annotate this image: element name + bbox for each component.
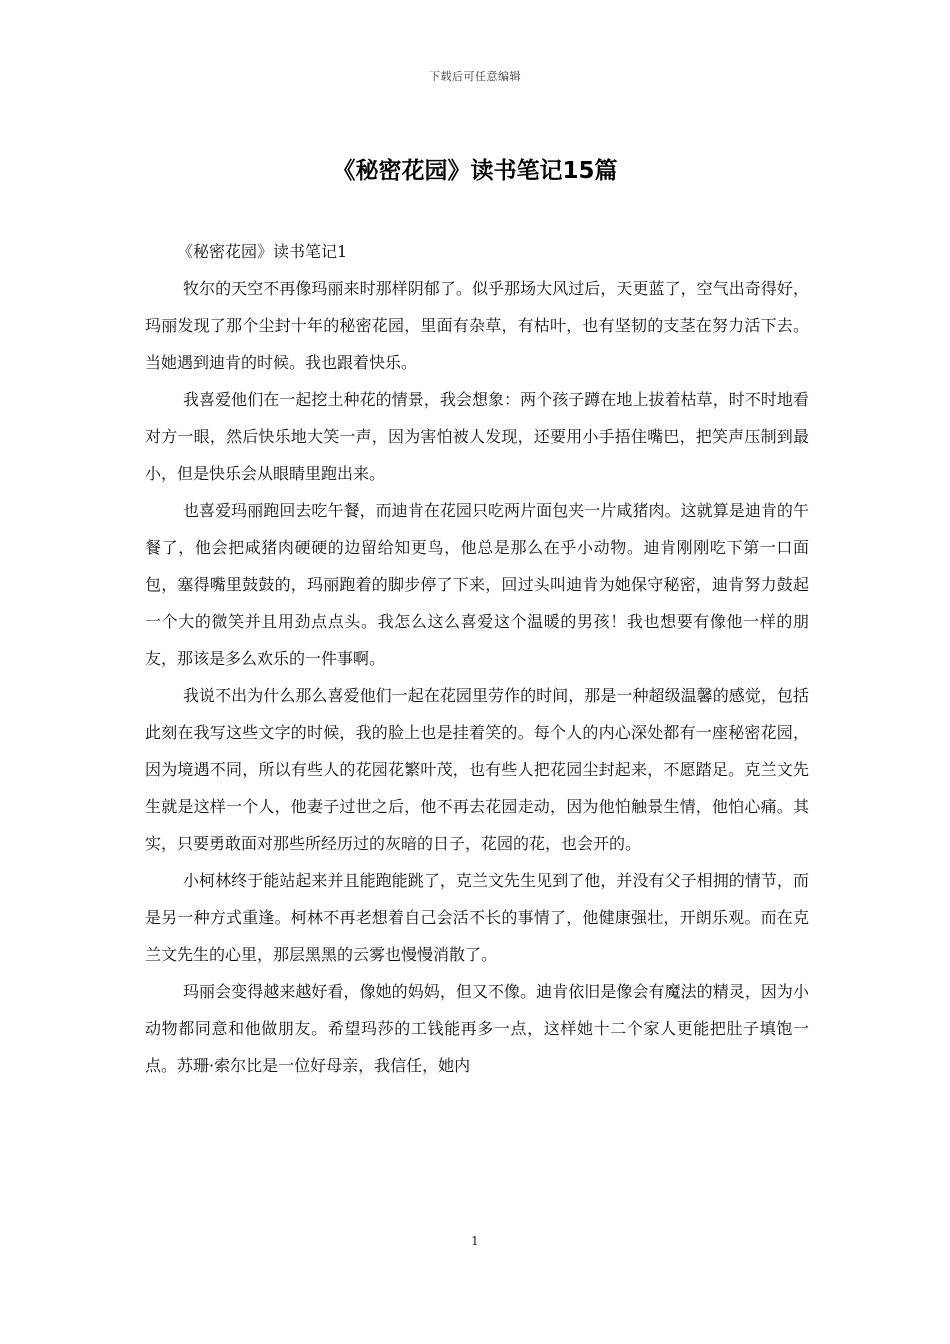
paragraph-2: 我喜爱他们在一起挖土种花的情景，我会想象：两个孩子蹲在地上拔着枯草，时不时地看对方一眼，然后快乐地大笑一声，因为害怕被人发现，还要用小手捂住嘴巴，把笑声压制到最小，但是快乐会从眼睛里跑出来。	[145, 390, 809, 483]
page-header: 下载后可任意编辑	[429, 70, 521, 83]
section-subheading: 《秘密花园》读书笔记1	[177, 242, 348, 261]
paragraph-5: 小柯林终于能站起来并且能跑能跳了，克兰文先生见到了他，并没有父子相拥的情节，而是另一种方式重逢。柯林不再老想着自己会活不长的事情了，他健康强壮，开朗乐观。而在克兰文先生的心里，那层黑黑的云雾也慢慢消散了。	[145, 871, 809, 964]
paragraph-6: 玛丽会变得越来越好看，像她的妈妈，但又不像。迪肯依旧是像会有魔法的精灵，因为小动物都同意和他做朋友。希望玛莎的工钱能再多一点，这样她十二个家人更能把肚子填饱一点。苏珊·索尔比是一位好母亲，我信任，她内	[145, 982, 809, 1075]
paragraph-4: 我说不出为什么那么喜爱他们一起在花园里劳作的时间，那是一种超级温馨的感觉，包括此刻在我写这些文字的时候，我的脸上也是挂着笑的。每个人的内心深处都有一座秘密花园，因为境遇不同，所以有些人的花园花繁叶茂，也有些人把花园尘封起来，不愿踏足。克兰文先生就是这样一个人，他妻子过世之后，他不再去花园走动，因为他怕触景生情，他怕心痛。其实，只要勇敢面对那些所经历过的灰暗的日子，花园的花，也会开的。	[145, 686, 809, 853]
paragraph-3: 也喜爱玛丽跑回去吃午餐，而迪肯在花园只吃两片面包夹一片咸猪肉。这就算是迪肯的午餐了，他会把咸猪肉硬硬的边留给知更鸟，他总是那么在乎小动物。迪肯刚刚吃下第一口面包，塞得嘴里鼓鼓的，玛丽跑着的脚步停了下来，回过头叫迪肯为她保守秘密，迪肯努力鼓起一个大的微笑并且用劲点点头。我怎么这么喜爱这个温暖的男孩！我也想要有像他一样的朋友，那该是多么欢乐的一件事啊。	[145, 501, 809, 668]
document-body	[145, 234, 809, 1084]
document-title: 《秘密花园》读书笔记15篇	[332, 158, 618, 184]
page-number: 1	[471, 1234, 479, 1248]
paragraph-1: 牧尔的天空不再像玛丽来时那样阴郁了。似乎那场大风过后，天更蓝了，空气出奇得好，玛丽发现了那个尘封十年的秘密花园，里面有杂草，有枯叶，也有坚韧的支茎在努力活下去。当她遇到迪肯的时候。我也跟着快乐。	[145, 279, 809, 372]
